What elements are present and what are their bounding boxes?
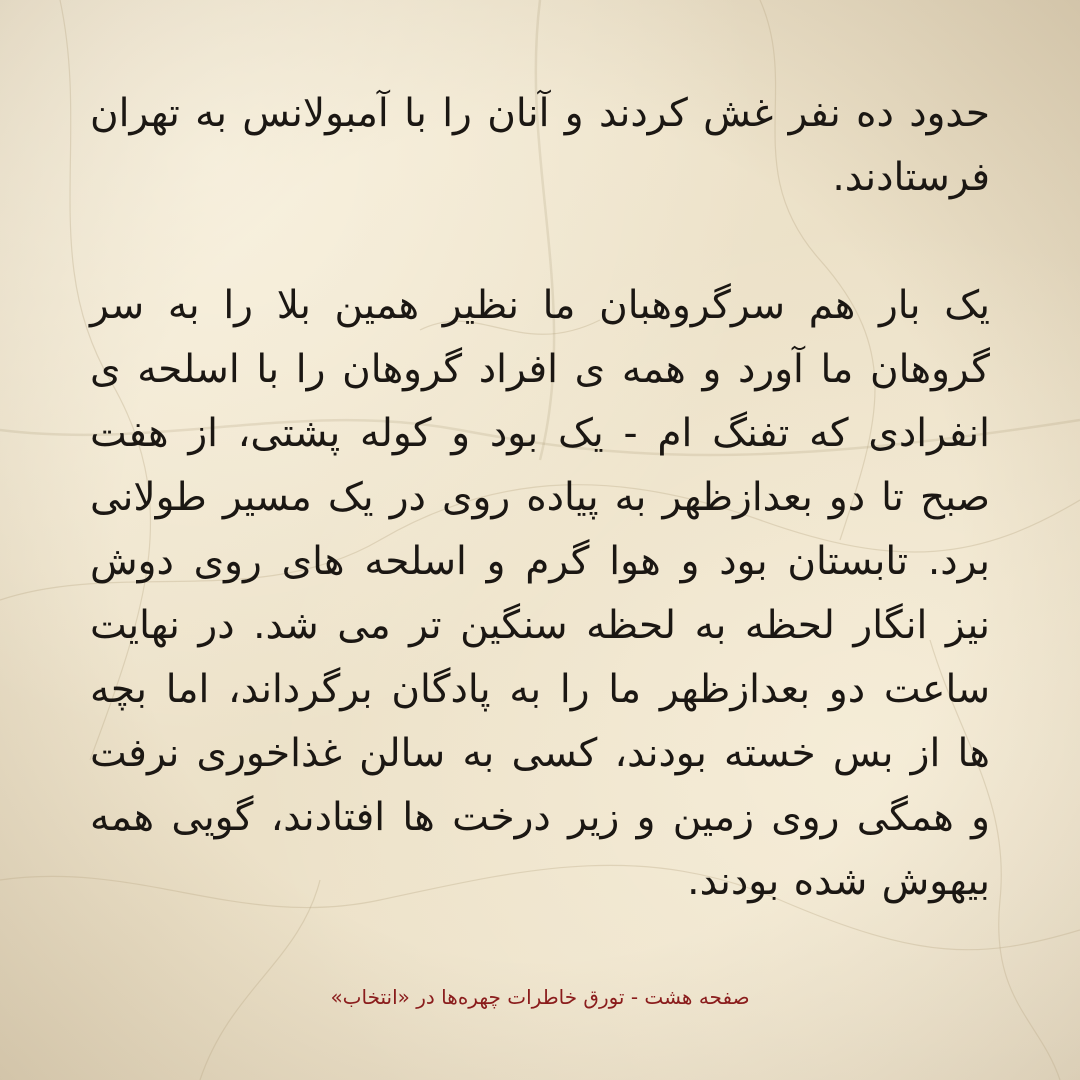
footer-caption: صفحه هشت - تورق خاطرات چهره‌ها در «انتخاب» — [330, 985, 750, 1009]
text-block — [90, 82, 990, 914]
paragraph-2: یک بار هم سرگروهبان ما نظیر همین بلا را به سر گروهان ما آورد و همه ی افراد گروهان را با اسلحه ی انفرادی که تفنگ ام - یک بود و کوله پشتی، از هفت صبح تا دو بعدازظهر به پیاده روی در یک مسیر طولانی برد. تابستان بود و هوا گرم و اسلحه های روی دوش نیز انگار لحظه به لحظه سنگین تر می شد. در نهایت ساعت دو بعدازظهر ما را به پادگان برگرداند، اما بچه ها از بس خسته بودند، کسی به سالن غذاخوری نرفت و همگی روی زمین و زیر درخت ها افتادند، گویی همه بیهوش شده بودند. — [90, 283, 990, 904]
paragraph-1: حدود ده نفر غش کردند و آنان را با آمبولانس به تهران فرستادند. — [90, 91, 990, 200]
